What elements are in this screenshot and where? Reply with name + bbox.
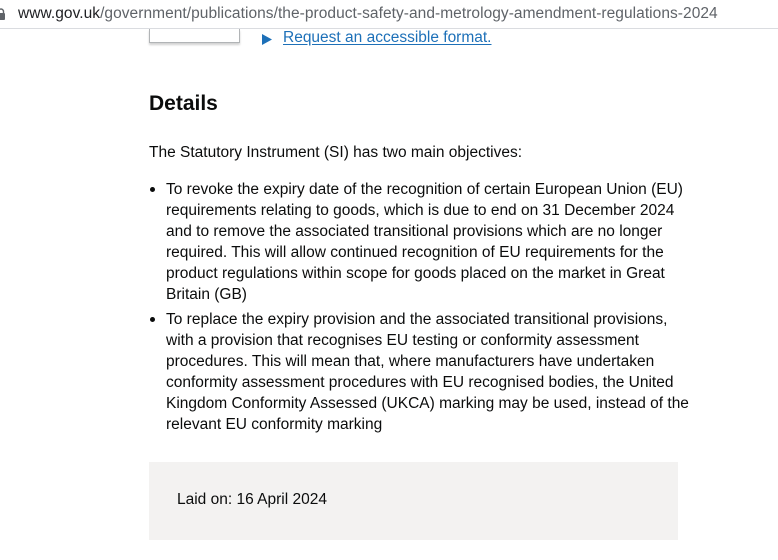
bullet: [150, 187, 155, 192]
triangle-right-icon: [262, 34, 272, 45]
url-path: /government/publications/the-product-safety-and-metrology-amendment-regulations-2024: [100, 5, 718, 22]
url-text[interactable]: [18, 5, 718, 23]
objective-text: To revoke the expiry date of the recognition of certain European Union (EU) requirements relating to goods, which is due to end on 31 December 2024 and to remove the associated transitional provisions which are no longer required. This will allow continued recognition of EU requirements for the product regulations within scope for goods placed on the market in Great Britain (GB): [166, 181, 683, 303]
objective-item: [149, 179, 689, 305]
details-heading: Details: [149, 92, 218, 115]
objective-item: [149, 309, 689, 435]
bullet: [150, 317, 155, 322]
objective-text: To replace the expiry provision and the associated transitional provisions, with a provision that recognises EU testing or conformity assessment procedures. This will mean that, where manufacturers have undertaken conformity assessment procedures with EU recognised bodies, the United Kingdom Conformity Assessed (UKCA) marking may be used, instead of the relevant EU conformity marking: [166, 311, 689, 433]
laid-on-inset: [149, 462, 678, 540]
laid-on-date: Laid on: 16 April 2024: [177, 491, 327, 508]
url-domain: www.gov.uk: [18, 5, 101, 22]
request-accessible-format-link[interactable]: Request an accessible format.: [283, 29, 492, 46]
lock-icon: [0, 8, 5, 20]
document-thumbnail[interactable]: [149, 29, 240, 43]
address-bar[interactable]: [0, 0, 778, 29]
objectives-list: [149, 179, 689, 439]
details-intro: The Statutory Instrument (SI) has two main objectives:: [149, 144, 523, 161]
